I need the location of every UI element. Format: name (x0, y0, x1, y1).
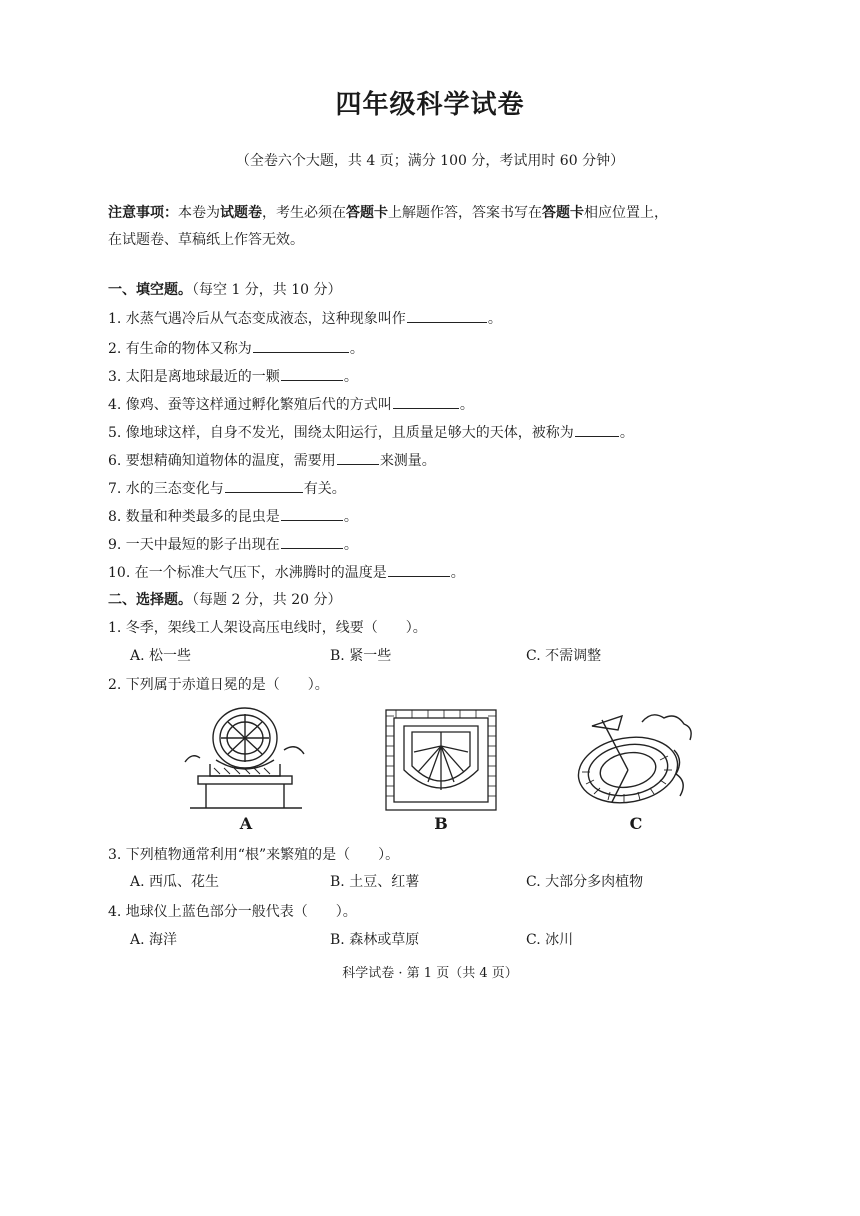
notice-prefix: 注意事项： (108, 205, 178, 221)
choice-option-a[interactable]: A. 松一些 (130, 648, 192, 664)
question-text: 。 (487, 311, 502, 327)
section-score: （每空 1 分，共 10 分） (192, 282, 342, 298)
section-title: 二、选择题。 (108, 592, 192, 608)
question-text: 3. 太阳是离地球最近的一颗 (108, 369, 280, 385)
sundial-b-illustration[interactable] (382, 706, 500, 814)
notice-text: 本卷为 (178, 205, 220, 221)
choice-option-c[interactable]: C. 冰川 (526, 932, 574, 948)
page-footer: 科学试卷 · 第 1 页（共 4 页） (342, 966, 518, 981)
choice-option-c[interactable]: C. 大部分多肉植物 (526, 874, 644, 890)
figure-label-c: C (629, 814, 643, 833)
notice-keyword: 试题卷 (220, 205, 262, 221)
choice-question-stem: 2. 下列属于赤道日冕的是（ ）。 (108, 677, 329, 693)
question-text: 8. 数量和种类最多的昆虫是 (108, 509, 280, 525)
notice-keyword: 答题卡 (542, 205, 584, 221)
answer-blank[interactable] (281, 366, 343, 381)
figure-label-a: A (239, 814, 253, 833)
fill-question (108, 394, 474, 415)
sundial-a-illustration[interactable] (180, 702, 310, 814)
answer-blank[interactable] (281, 506, 343, 521)
choice-option-b[interactable]: B. 森林或草原 (330, 932, 420, 948)
notice-text: 在试题卷、草稿纸上作答无效。 (108, 232, 304, 248)
choice-option-c[interactable]: C. 不需调整 (526, 648, 602, 664)
section-title: 一、填空题。 (108, 282, 192, 298)
fill-question (108, 450, 436, 471)
sundial-c-illustration[interactable] (572, 710, 696, 810)
fill-question (108, 308, 502, 329)
question-text: 有关。 (303, 481, 346, 497)
section-heading (108, 590, 342, 610)
fill-question (108, 422, 634, 443)
question-text: 5. 像地球这样，自身不发光，围绕太阳运行，且质量足够大的天体，被称为 (108, 425, 574, 441)
question-text: 。 (619, 425, 634, 441)
choice-option-b[interactable]: B. 土豆、红薯 (330, 874, 420, 890)
exam-info: （全卷六个大题，共 4 页；满分 100 分，考试用时 60 分钟） (235, 153, 625, 169)
question-text: 来测量。 (379, 453, 436, 469)
choice-option-b[interactable]: B. 紧一些 (330, 648, 392, 664)
fill-question (108, 338, 364, 359)
answer-blank[interactable] (388, 562, 450, 577)
answer-blank[interactable] (575, 422, 619, 437)
question-text: 2. 有生命的物体又称为 (108, 341, 252, 357)
answer-blank[interactable] (407, 308, 487, 323)
question-text: 。 (450, 565, 465, 581)
answer-blank[interactable] (337, 450, 379, 465)
fill-question (108, 506, 358, 527)
choice-question-stem: 1. 冬季，架线工人架设高压电线时，线要（ ）。 (108, 620, 427, 636)
answer-blank[interactable] (393, 394, 459, 409)
choice-option-a[interactable]: A. 海洋 (130, 932, 178, 948)
answer-blank[interactable] (253, 338, 349, 353)
section-heading (108, 280, 342, 300)
question-text: 。 (343, 369, 358, 385)
fill-question (108, 534, 358, 555)
question-text: 7. 水的三态变化与 (108, 481, 224, 497)
question-text: 。 (343, 537, 358, 553)
answer-blank[interactable] (281, 534, 343, 549)
notice-text: ，考生必须在 (262, 205, 346, 221)
answer-blank[interactable] (225, 478, 303, 493)
question-text: 。 (343, 509, 358, 525)
question-text: 6. 要想精确知道物体的温度，需要用 (108, 453, 336, 469)
question-text: 。 (349, 341, 364, 357)
question-text: 。 (459, 397, 474, 413)
notice-text: 相应位置上， (584, 205, 668, 221)
page-title: 四年级科学试卷 (335, 90, 525, 120)
notice-keyword: 答题卡 (346, 205, 388, 221)
choice-option-a[interactable]: A. 西瓜、花生 (130, 874, 220, 890)
choice-question-stem: 3. 下列植物通常利用“根”来繁殖的是（ ）。 (108, 847, 400, 863)
question-text: 4. 像鸡、蚕等这样通过孵化繁殖后代的方式叫 (108, 397, 392, 413)
question-text: 9. 一天中最短的影子出现在 (108, 537, 280, 553)
choice-question-stem: 4. 地球仪上蓝色部分一般代表（ ）。 (108, 904, 357, 920)
notice-block (108, 200, 768, 254)
question-text: 1. 水蒸气遇冷后从气态变成液态，这种现象叫作 (108, 311, 406, 327)
question-text: 10. 在一个标准大气压下，水沸腾时的温度是 (108, 565, 387, 581)
figure-label-b: B (434, 814, 448, 833)
notice-text: 上解题作答，答案书写在 (388, 205, 542, 221)
fill-question (108, 562, 465, 583)
section-score: （每题 2 分，共 20 分） (192, 592, 342, 608)
fill-question (108, 478, 346, 499)
fill-question (108, 366, 358, 387)
